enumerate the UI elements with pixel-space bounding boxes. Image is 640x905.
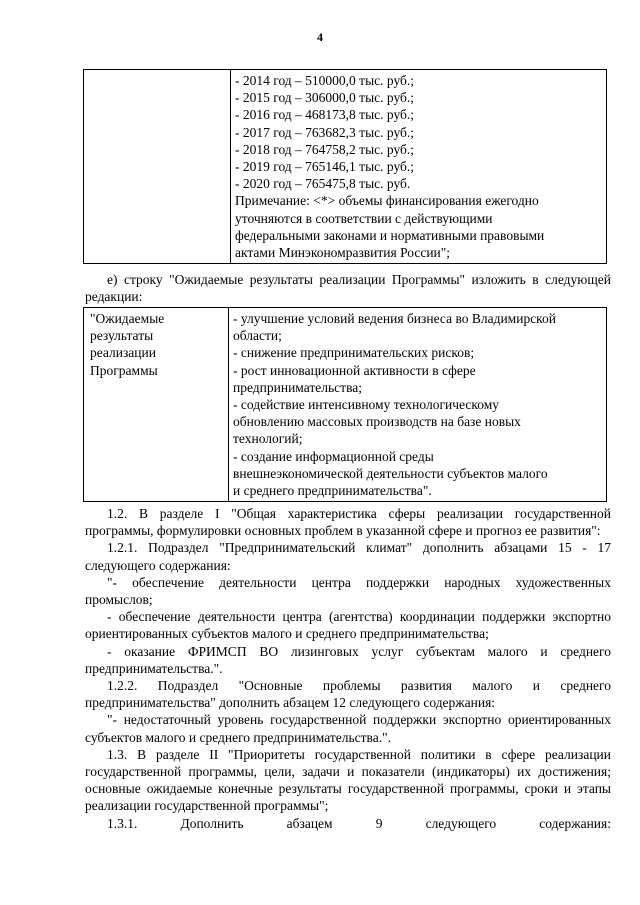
paragraph: 1.2.2. Подраздел "Основные проблемы развития малого и среднего предпринимательства" дополнить абзацем 12 следующего содержания: <box>85 678 611 711</box>
note-line: уточняются в соответствии с действующими <box>235 210 493 226</box>
paragraph: - обеспечение деятельности центра (агентства) координации поддержки экспортно ориентированных субъектов малого и среднего предпринимательства; <box>85 609 611 642</box>
result-line: - рост инновационной активности в сфере <box>233 362 476 378</box>
label-line: реализации <box>90 345 156 361</box>
result-line: внешнеэкономической деятельности субъектов малого <box>233 465 548 481</box>
note-line: актами Минэкономразвития России"; <box>235 245 451 261</box>
paragraph: "- недостаточный уровень государственной поддержки экспортно ориентированных субъектов малого и среднего предпринимательства.". <box>85 712 611 745</box>
financing-table-label-cell <box>84 70 231 264</box>
note-line: Примечание: <*> объемы финансирования ежегодно <box>235 193 539 209</box>
note-line: федеральными законами и нормативными правовыми <box>235 227 545 243</box>
result-line: области; <box>233 328 282 344</box>
financing-table <box>83 69 607 264</box>
financing-line: - 2015 год – 306000,0 тыс. руб.; <box>235 90 415 106</box>
expected-results-content-cell <box>229 308 607 502</box>
label-line: Программы <box>90 362 158 378</box>
label-line: "Ожидаемые <box>90 311 165 326</box>
financing-line: - 2014 год – 510000,0 тыс. руб.; <box>235 73 415 88</box>
result-line: - улучшение условий ведения бизнеса во Владимирской <box>233 311 557 326</box>
result-line: - создание информационной среды <box>233 448 434 464</box>
paragraph: 1.3. В разделе II "Приоритеты государственной политики в сфере реализации государственной программы, цели, задачи и показатели (индикаторы) их достижения; основные ожидаемые конечные результаты государственной программы, сроки и этапы реализации государственной программы"; <box>85 746 611 814</box>
expected-results-label-cell <box>84 308 229 502</box>
page-number: 4 <box>317 30 323 44</box>
paragraph: 1.2. В разделе I "Общая характеристика сферы реализации государственной программы, формулировки основных проблем в указанной сфере и прогноз ее развития": <box>85 506 611 539</box>
result-line: технологий; <box>233 431 303 447</box>
result-line: - содействие интенсивному технологическому <box>233 397 499 413</box>
result-line: обновлению массовых производств на базе новых <box>233 414 521 430</box>
paragraph: "- обеспечение деятельности центра поддержки народных художественных промыслов; <box>85 574 611 608</box>
expected-results-table <box>83 307 607 502</box>
financing-line: - 2016 год – 468173,8 тыс. руб.; <box>235 107 415 123</box>
body-text <box>85 505 611 832</box>
result-line: предпринимательства; <box>233 379 363 395</box>
paragraph: 1.3.1. Дополнить абзацем 9 следующего содержания: <box>107 815 611 831</box>
paragraph: 1.2.1. Подраздел "Предпринимательский климат" дополнить абзацами 15 - 17 следующего содержания: <box>85 540 611 573</box>
financing-line: - 2019 год – 765146,1 тыс. руб.; <box>235 159 415 175</box>
result-line: и среднего предпринимательства". <box>233 483 432 499</box>
financing-table-content-cell <box>231 70 607 264</box>
financing-line: - 2017 год – 763682,3 тыс. руб.; <box>235 124 415 140</box>
label-line: результаты <box>90 328 154 344</box>
paragraph: - оказание ФРИМСП ВО лизинговых услуг субъектам малого и среднего предпринимательства.". <box>85 643 611 676</box>
result-line: - снижение предпринимательских рисков; <box>233 345 475 361</box>
financing-line: - 2018 год – 764758,2 тыс. руб.; <box>235 141 415 157</box>
paragraph: е) строку "Ожидаемые результаты реализации Программы" изложить в следующей редакции: <box>85 272 611 305</box>
para-e-block <box>85 271 611 305</box>
financing-line: - 2020 год – 765475,8 тыс. руб. <box>235 176 411 192</box>
